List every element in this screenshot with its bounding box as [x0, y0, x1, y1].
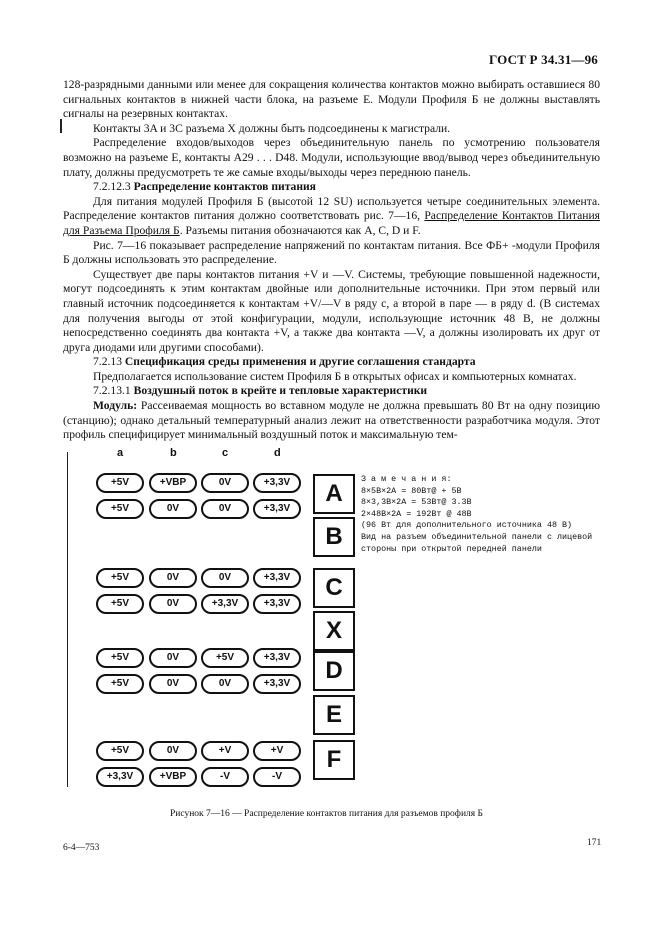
pin-b-row-5	[149, 648, 197, 668]
pin-label: 0V	[166, 745, 180, 756]
pin-label: +5V	[110, 652, 130, 663]
pin-c-row-8	[201, 767, 249, 787]
pin-label: +5V	[110, 503, 130, 514]
pin-b-row-4	[149, 594, 197, 614]
pin-label: +5V	[110, 572, 130, 583]
connector-d: D	[313, 651, 355, 691]
pin-label: +3,3V	[263, 572, 291, 583]
pin-c-row-7	[201, 741, 249, 761]
pin-label: +5V	[110, 598, 130, 609]
figure-reference: Распределение Контактов Питания для Разъема Профиля Б	[63, 209, 600, 237]
paragraph-3: Распределение входов/выходов через объединительную панель по усмотрению пользователя возможно на разъеме E, контакты A29 . . . D48. Модули, использующие ввод/вывод через объединительную плату, должны предусмотреть те же самые входы/выходы через переднюю панель.	[63, 136, 600, 179]
note-line: (96 Вт для дополнительного источника 48 В)	[361, 520, 573, 531]
paragraph-8	[63, 399, 600, 443]
column-header-c: c	[222, 447, 229, 459]
pin-label: 0V	[166, 652, 180, 663]
pin-d-row-8	[253, 767, 301, 787]
pin-label: 0V	[166, 572, 180, 583]
pin-label: 0V	[218, 572, 232, 583]
pin-label: +VBP	[159, 771, 187, 782]
heading-number: 7.2.12.3	[93, 180, 131, 194]
pin-label: 0V	[166, 678, 180, 689]
connector-e: E	[313, 695, 355, 735]
pin-a-row-4	[96, 594, 144, 614]
pin-d-row-5	[253, 648, 301, 668]
pin-c-row-3	[201, 568, 249, 588]
pin-a-row-8	[96, 767, 144, 787]
pin-d-row-3	[253, 568, 301, 588]
pin-label: +3,3V	[263, 652, 291, 663]
pin-label: +3,3V	[263, 678, 291, 689]
paragraph-4-text: Для питания модулей Профиля Б (высотой 12 SU) используется четыре соединительных элемента. Распределение контактов питания должно соответствовать рис. 7—16,	[63, 194, 600, 223]
document-code: ГОСТ Р 34.31—96	[489, 52, 598, 67]
heading-7-2-13-1	[63, 384, 600, 399]
pin-label: 0V	[166, 598, 180, 609]
pin-label: +3,3V	[211, 598, 239, 609]
connector-b: B	[313, 517, 355, 557]
pin-label: -V	[220, 771, 230, 782]
pin-d-row-6	[253, 674, 301, 694]
pin-label: +V	[218, 745, 232, 756]
pin-label: +5V	[215, 652, 235, 663]
heading-7-2-13	[63, 355, 600, 370]
pin-a-row-3	[96, 568, 144, 588]
heading-title: Воздушный поток в крейте и тепловые характеристики	[133, 384, 428, 398]
paragraph-8-text: Рассеиваемая мощность во вставном модуле не должна превышать 80 Вт на одну позицию (станцию); однако детальный температурный анализ лежит на ответственности разработчика модуля. Этот профиль специфицирует минимальный воздушный поток и максимальную тем-	[63, 399, 600, 442]
pin-b-row-2	[149, 499, 197, 519]
pin-a-row-7	[96, 741, 144, 761]
connector-x: X	[313, 611, 355, 651]
pin-label: 0V	[166, 503, 180, 514]
paragraph-8-lead: Модуль:	[93, 399, 138, 413]
column-header-d: d	[274, 447, 281, 459]
paragraph-5: Рис. 7—16 показывает распределение напряжений по контактам питания. Все ФБ+ -модули Профиля Б должны использовать это распределение.	[63, 238, 600, 267]
pin-b-row-8	[149, 767, 197, 787]
pin-label: +V	[270, 745, 284, 756]
pin-label: +3,3V	[106, 771, 134, 782]
connector-f: F	[313, 740, 355, 780]
column-header-b: b	[170, 447, 177, 459]
column-header-a: a	[117, 447, 124, 459]
pin-a-row-5	[96, 648, 144, 668]
pin-label: +3,3V	[263, 503, 291, 514]
paragraph-2: Контакты 3A и 3C разъема X должны быть подсоединены к магистрали.	[93, 121, 451, 135]
footer-code: 6-4—753	[63, 843, 100, 853]
page-number: 171	[587, 838, 602, 848]
pin-d-row-7	[253, 741, 301, 761]
pin-b-row-6	[149, 674, 197, 694]
pin-label: +3,3V	[263, 598, 291, 609]
heading-title: Распределение контактов питания	[133, 180, 316, 194]
pin-b-row-3	[149, 568, 197, 588]
pin-d-row-2	[253, 499, 301, 519]
pin-a-row-2	[96, 499, 144, 519]
note-line: З а м е ч а н и я:	[361, 474, 452, 484]
pin-b-row-7	[149, 741, 197, 761]
heading-number: 7.2.13	[93, 355, 122, 369]
pin-label: 0V	[218, 678, 232, 689]
heading-title: Спецификация среды применения и другие соглашения стандарта	[124, 355, 476, 369]
pin-c-row-5	[201, 648, 249, 668]
pin-c-row-4	[201, 594, 249, 614]
note-line: 2×48B×2A = 192Bт @ 48B	[361, 508, 472, 519]
pin-c-row-6	[201, 674, 249, 694]
pin-label: +5V	[110, 745, 130, 756]
pin-label: +3,3V	[263, 477, 291, 488]
pin-label: 0V	[218, 503, 232, 514]
pin-a-row-1	[96, 473, 144, 493]
paragraph-1: 128-разрядными данными или менее для сокращения количества контактов можно выбирать оставшиеся 80 сигнальных контактов в нижней части блока, на разъеме E. Модули Профиля Б не должны выставлять сигналы на резервных контактах.	[63, 78, 600, 121]
pin-d-row-1	[253, 473, 301, 493]
pin-a-row-6	[96, 674, 144, 694]
figure-notes	[361, 474, 611, 555]
paragraph-6: Существует две пары контактов питания +V и —V. Системы, требующие повышенной надежности, могут подсоединять к этим контактам двойные или дополнительные источники. При этом первый или главный источник подсоединяется к контактам +V/—V в ряду c, а второй в паре — в ряду d. (В системах для получения выгоды от этой конфигурации, модули, использующие источник 48 В, не должны непосредственно соединять два контакта +V, а также два контакта —V, а должны изолировать их друг от друга диодами или другими способами).	[63, 267, 600, 354]
connector-a: A	[313, 474, 355, 514]
figure-rule	[67, 452, 68, 787]
pin-label: +5V	[110, 477, 130, 488]
figure-caption: Рисунок 7—16 — Распределение контактов питания для разъемов профиля Б	[170, 809, 483, 819]
heading-7-2-12-3	[63, 180, 600, 195]
pin-label: +5V	[110, 678, 130, 689]
heading-number: 7.2.13.1	[93, 384, 131, 398]
paragraph-4	[63, 195, 600, 239]
change-bar	[60, 119, 62, 133]
connector-c: C	[313, 568, 355, 608]
note-line: Вид на разъем объединительной панели с лицевой	[361, 531, 593, 542]
pin-b-row-1	[149, 473, 197, 493]
body-text	[63, 78, 600, 443]
paragraph-4-end: . Разъемы питания обозначаются как A, C, D и F.	[179, 223, 421, 237]
pin-c-row-2	[201, 499, 249, 519]
pin-c-row-1	[201, 473, 249, 493]
pin-label: 0V	[218, 477, 232, 488]
note-line: стороны при открытой передней панели	[361, 543, 542, 554]
paragraph-7: Предполагается использование систем Профиля Б в открытых офисах и компьютерных комнатах.	[93, 369, 577, 383]
pin-label: +VBP	[159, 477, 187, 488]
pin-d-row-4	[253, 594, 301, 614]
note-line: 8×5B×2A = 80Bт@ + 5B	[361, 485, 462, 496]
note-line: 8×3,3B×2A = 53Bт@ 3.3B	[361, 497, 472, 508]
pin-label: -V	[272, 771, 282, 782]
